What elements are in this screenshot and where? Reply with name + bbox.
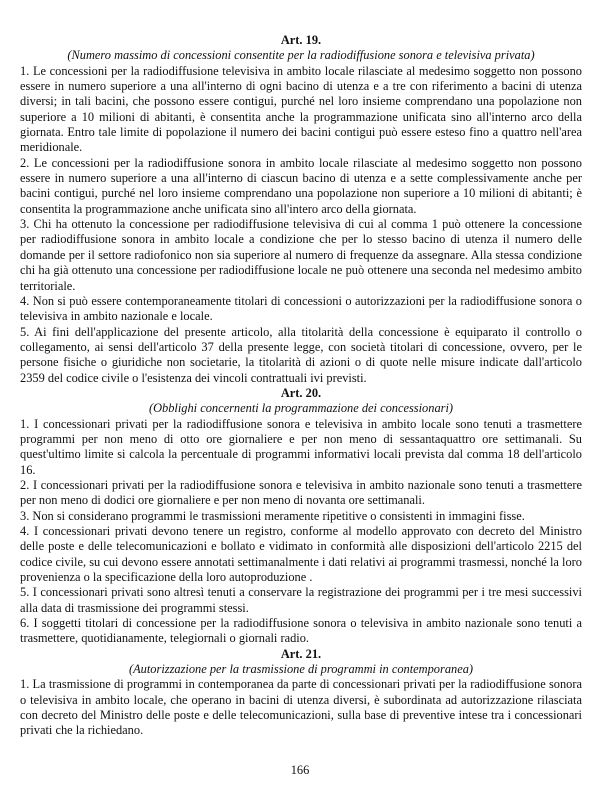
article-paragraph: 5. I concessionari privati sono altresì tenuti a conservare la registrazione dei programmi per i tre mesi successivi alla data di trasmissione dei programmi stessi. <box>20 585 582 615</box>
article-subtitle: (Numero massimo di concessioni consentite per la radiodiffusione sonora e televisiva privata) <box>67 48 535 63</box>
article-title: Art. 20. <box>280 385 322 400</box>
article-paragraph: 4. Non si può essere contemporaneamente titolari di concessioni o autorizzazioni per la radiodiffusione sonora o televisiva in ambito nazionale e locale. <box>20 293 582 324</box>
article-subtitle: (Obblighi concernenti la programmazione dei concessionari) <box>148 401 454 416</box>
article-paragraph: 3. Chi ha ottenuto la concessione per radiodiffusione televisiva di cui al comma 1 può ottenere la concessione per radiodiffusione sonora in ambito locale a condizione che per lo stesso bacino di utenza il numero delle domande per il settore radiofonico non sia superiore al numero di frequenze da assegnare. Alla stessa condizione chi ha già ottenuto una concessione per radiodiffusione locale ne può ottenere una seconda nel medesimo ambito territoriale. <box>20 217 582 293</box>
article-paragraph: 3. Non si considerano programmi le trasmissioni meramente ripetitive o consistenti in immagini fisse. <box>20 508 525 523</box>
article-paragraph: 2. I concessionari privati per la radiodiffusione sonora e televisiva in ambito nazionale sono tenuti a trasmettere per non meno di dodici ore giornaliere e per non meno di novanta ore settimanali. <box>20 477 582 508</box>
article-paragraph: 2. Le concessioni per la radiodiffusione sonora in ambito locale rilasciate al medesimo soggetto non possono essere in numero superiore a una all'interno di ciascun bacino di utenza e a sette complessivamente anche per bacini contigui, purché nel loro insieme comprendano una popolazione non superiore a 10 milioni di abitanti; è consentita la programmazione anche unificata sino all'intero arco della giornata. <box>20 155 582 216</box>
page-number: 166 <box>290 763 310 777</box>
article-title: Art. 19. <box>280 33 322 47</box>
article-paragraph: 1. La trasmissione di programmi in contemporanea da parte di concessionari privati per la radiodiffusione sonora o televisiva in ambito locale, che operano in bacini di utenza diversi, è subordinata ad autorizzazione rilasciata con decreto del Ministro delle poste e delle telecomunicazioni, sulla base di preventive intese tra i concessionari privati che la richiedano. <box>20 677 582 738</box>
article-21 <box>20 647 582 739</box>
article-title: Art. 21. <box>280 646 322 661</box>
article-paragraph: 1. I concessionari privati per la radiodiffusione sonora e televisiva in ambito locale sono tenuti a trasmettere programmi per non meno di otto ore giornaliere e per non meno di sessantaquattro ore settimanali. Su quest'ultimo limite si calcola la percentuale di programmi informativi locali prevista dal comma 18 dell'articolo 16. <box>20 416 582 477</box>
article-subtitle: (Autorizzazione per la trasmissione di programmi in contemporanea) <box>128 662 474 677</box>
article-paragraph: 5. Ai fini dell'applicazione del presente articolo, alla titolarità della concessione è equiparato il controllo o collegamento, ai sensi dell'articolo 37 della presente legge, con società titolari di concessione, ovvero, per le persone fisiche o giuridiche non societarie, la titolarità di azioni o di quote nelle misure indicate dall'articolo 2359 del codice civile o l'esistenza dei vincoli contrattuali ivi previsti. <box>20 324 582 385</box>
article-paragraph: 1. Le concessioni per la radiodiffusione televisiva in ambito locale rilasciate al medesimo soggetto non possono essere in numero superiore a una all'interno di ogni bacino di utenza e a tre con riferimento a bacini di utenza diversi; in tali bacini, che possono essere contigui, purché nel loro insieme comprendano una popolazione non superiore a 10 milioni di abitanti, è consentita anche la programmazione unificata sino all'interno arco della giornata. Entro tale limite di popolazione il numero dei bacini contigui può essere esteso fino a quattro nell'area meridionale. <box>20 63 582 155</box>
article-19 <box>20 33 582 386</box>
document-page <box>20 33 582 739</box>
article-paragraph: 4. I concessionari privati devono tenere un registro, conforme al modello approvato con decreto del Ministro delle poste e delle telecomunicazioni e bollato e vidimato in conformità alle disposizioni dell'articolo 2215 del codice civile, su cui devono essere annotati settimanalmente i dati relativi ai programmi trasmessi, nonché la loro provenienza o la specificazione della loro autoproduzione . <box>20 524 582 585</box>
article-paragraph: 6. I soggetti titolari di concessione per la radiodiffusione sonora o televisiva in ambito nazionale sono tenuti a trasmettere, quotidianamente, telegiornali o giornali radio. <box>20 616 582 646</box>
article-20 <box>20 386 582 647</box>
